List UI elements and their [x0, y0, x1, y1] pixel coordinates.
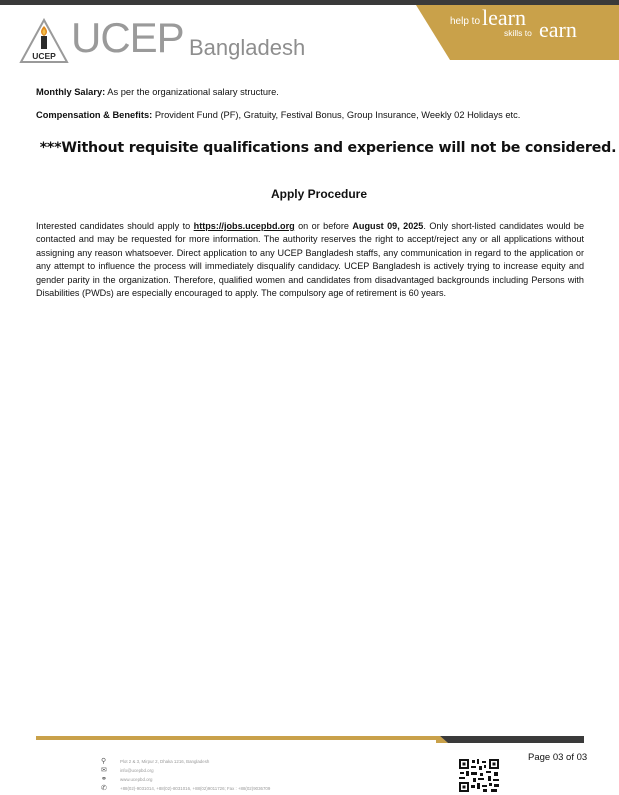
apply-procedure-heading: Apply Procedure [270, 187, 368, 201]
contact-email: info@ucepbd.org [120, 768, 154, 773]
para-mid: on or before [294, 221, 353, 231]
globe-icon: ⚭ [101, 776, 107, 783]
contact-website: www.ucepbd.org [120, 777, 153, 782]
qualification-warning: ***Without requisite qualifications and experience will not be considered. [39, 140, 617, 156]
ucep-logo-mark-icon [19, 18, 69, 64]
ucep-logo [19, 16, 319, 66]
apply-link[interactable]: https://jobs.ucepbd.org [193, 221, 295, 231]
logo-mark-text: UCEP [32, 51, 56, 61]
tagline-learn: learn [482, 5, 526, 30]
tagline-help-to: help to [450, 16, 481, 27]
tagline-banner [416, 5, 619, 60]
apply-procedure-paragraph [36, 220, 584, 300]
tagline-skills-to: skills to [504, 28, 532, 38]
contact-address: Plot 2 & 3, Mirpur 2, Dhaka 1216, Bangladesh [120, 759, 210, 764]
contact-website-row [101, 776, 321, 785]
benefits-line [36, 109, 520, 122]
contact-address-row [101, 758, 321, 767]
salary-label: Monthly Salary: [36, 87, 106, 97]
footer-divider [36, 735, 584, 743]
contact-phone-row [101, 785, 321, 794]
logo-subtitle: Bangladesh [189, 35, 306, 60]
envelope-icon: ✉ [101, 767, 107, 774]
benefits-value: Provident Fund (PF), Gratuity, Festival Bonus, Group Insurance, Weekly 02 Holidays etc. [152, 110, 521, 120]
salary-value: As per the organizational salary structure. [105, 87, 279, 97]
location-pin-icon: ⚲ [101, 758, 107, 765]
logo-word: UCEP [71, 14, 184, 61]
page-number: Page 03 of 03 [528, 752, 588, 763]
contact-email-row [101, 767, 321, 776]
benefits-label: Compensation & Benefits: [36, 110, 153, 120]
phone-icon: ✆ [101, 785, 107, 792]
tagline-earn: earn [539, 17, 577, 42]
contact-phone: +88(02)-9031014, +88(02)-8031016, +88(02)9011726; Fax : +88(02)9036709 [120, 786, 271, 791]
para-intro: Interested candidates should apply to [36, 221, 194, 231]
salary-line [36, 86, 279, 99]
qr-code-icon [458, 758, 500, 793]
para-rest: . Only short-listed candidates would be contacted and may be requested for more information. The authority reserves the right to accept/reject any or all applications without assigning any reason whatsoever. Direct application to any UCEP Bangladesh staffs, any communication in regard to the application or any attempt to influence the process will immediately disqualify candidacy. UCEP Bangladesh is actively trying to increase equity and gender parity in the organization. Therefore, qualified women and candidates from disadvantaged backgrounds including Persons with Disabilities (PWDs) are especially encouraged to apply. The compulsory age of retirement is 60 years. [36, 221, 585, 299]
deadline-date: August 09, 2025 [352, 221, 424, 231]
